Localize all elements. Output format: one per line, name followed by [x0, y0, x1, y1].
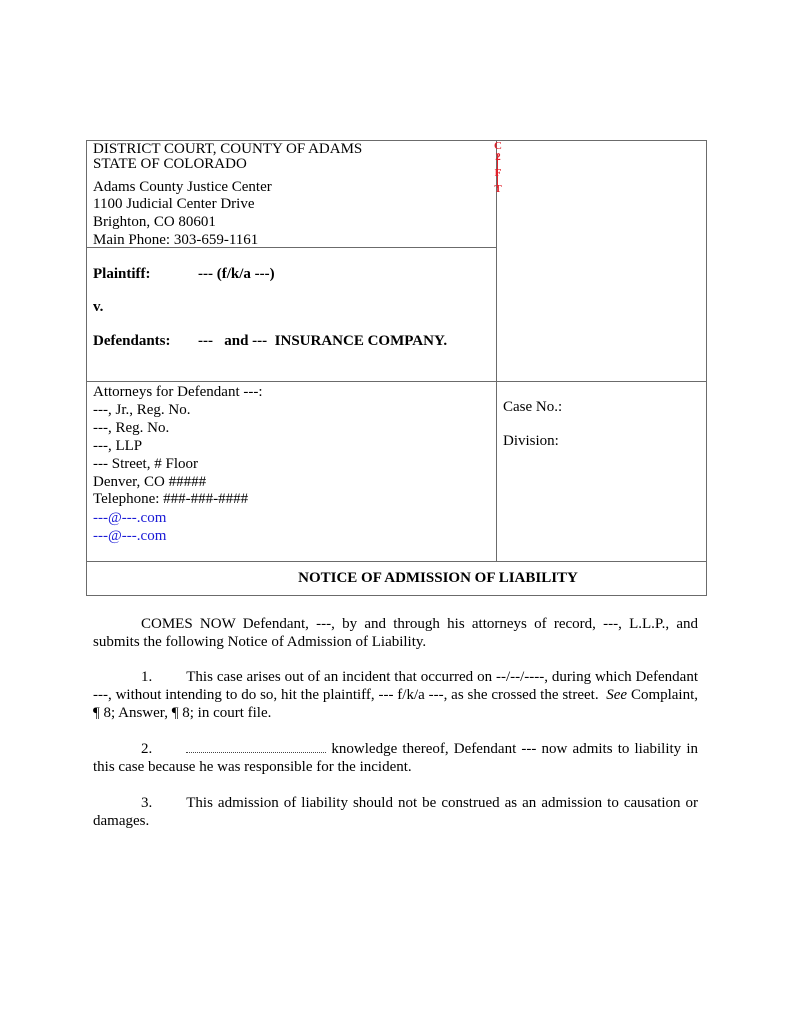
case-number-label: Case No.:: [503, 399, 563, 415]
caption-right-border: [706, 140, 707, 595]
p3-number: 3.: [141, 795, 153, 811]
plaintiff-label: Plaintiff:: [93, 266, 151, 282]
caption-center-divider: [496, 140, 497, 561]
p3-text: This admission of liability should not be construed as an admission to causation or damages.: [93, 795, 698, 829]
court-address-2: 1100 Judicial Center Drive: [93, 196, 255, 212]
paragraph-1: [93, 668, 698, 722]
p1-text: This case arises out of an incident that occurred on --/--/----, during which Defendant ---, without intending to do so, hit the plaintiff, --- f/k/a ---, as she crossed the street.: [93, 669, 698, 703]
court-address-3: Brighton, CO 80601: [93, 214, 216, 230]
p2-number: 2.: [141, 741, 153, 757]
title-body-divider: [86, 595, 707, 596]
versus-label: v.: [93, 299, 104, 315]
plaintiff-name: --- (f/k/a ---): [198, 266, 275, 282]
court-use-stamp-c: C: [494, 140, 502, 152]
attorney-title-divider: [86, 561, 707, 562]
court-phone: Main Phone: 303-659-1161: [93, 232, 259, 248]
intro-paragraph: [93, 615, 698, 651]
attorney-email-2[interactable]: ---@---.com: [93, 528, 167, 544]
attorney-heading: Attorneys for Defendant ---:: [93, 384, 263, 400]
attorney-firm: ---, LLP: [93, 438, 143, 454]
defendants-name: --- and --- INSURANCE COMPANY.: [198, 333, 448, 349]
paragraph-2: [93, 740, 698, 776]
p2-blank-field[interactable]: [186, 740, 326, 753]
p1-citation: Complaint, ¶ 8; Answer, ¶ 8; in court file.: [93, 687, 699, 721]
attorney-telephone: Telephone: ###-###-####: [93, 491, 249, 507]
attorney-city: Denver, CO #####: [93, 474, 207, 490]
caption-left-border: [86, 140, 87, 595]
court-name: DISTRICT COURT, COUNTY OF ADAMS: [93, 141, 363, 157]
court-use-stamp-t: T: [494, 183, 502, 195]
division-label: Division:: [503, 433, 559, 449]
document-title: NOTICE OF ADMISSION OF LIABILITY: [298, 570, 578, 586]
paragraph-3: [93, 794, 698, 830]
attorney-line-2: ---, Reg. No.: [93, 420, 170, 436]
intro-text: COMES NOW Defendant, ---, by and through his attorneys of record, ---, L.L.P., and submits the following Notice of Admission of Liability.: [93, 616, 698, 650]
p2-text: knowledge thereof, Defendant --- now admits to liability in this case because he was responsible for the incident.: [93, 741, 699, 775]
attorney-street: --- Street, # Floor: [93, 456, 198, 472]
defendants-label: Defendants:: [93, 333, 171, 349]
p1-number: 1.: [141, 669, 153, 685]
attorney-email-1[interactable]: ---@---.com: [93, 510, 167, 526]
court-use-stamp-f: F: [494, 167, 502, 179]
p1-see: See: [606, 687, 628, 703]
court-address-1: Adams County Justice Center: [93, 179, 272, 195]
court-use-stamp-2: 2: [495, 151, 501, 163]
party-attorney-divider: [86, 381, 707, 382]
attorney-line-1: ---, Jr., Reg. No.: [93, 402, 191, 418]
court-state: STATE OF COLORADO: [93, 156, 247, 172]
